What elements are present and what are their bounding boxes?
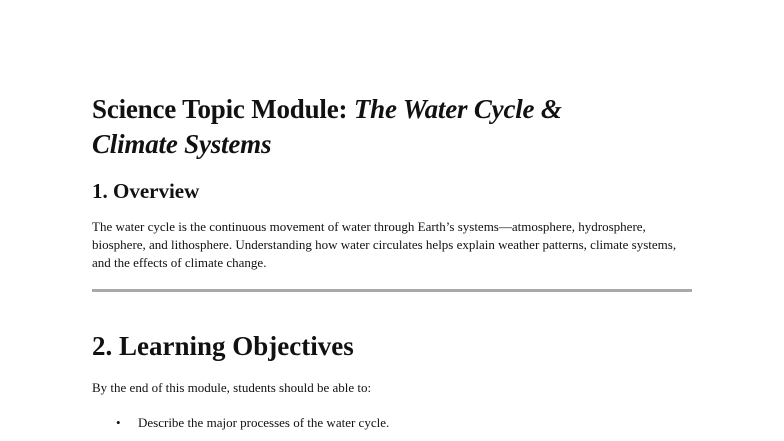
document-title bbox=[92, 92, 692, 162]
overview-paragraph: The water cycle is the continuous movement of water through Earth’s systems—atmosphere, hydrosphere, biosphere, and lithosphere. Understanding how water circulates helps explain weather patterns, climate systems, and the effects of climate change. bbox=[92, 219, 677, 270]
section-heading-learning-objectives: 2. Learning Objectives bbox=[92, 331, 354, 361]
horizontal-rule bbox=[92, 289, 692, 292]
objective-text: Describe the major processes of the water cycle. bbox=[138, 415, 390, 430]
list-item bbox=[92, 414, 692, 432]
objectives-list bbox=[92, 414, 692, 432]
title-italic-line1: The Water Cycle & bbox=[353, 94, 562, 124]
section-heading-overview: 1. Overview bbox=[92, 179, 200, 203]
bullet-icon: • bbox=[116, 415, 121, 430]
objectives-intro: By the end of this module, students should be able to: bbox=[92, 380, 372, 395]
title-plain: Science Topic Module: bbox=[92, 94, 354, 124]
title-italic-line2: Climate Systems bbox=[92, 129, 272, 159]
document-page bbox=[92, 92, 692, 432]
